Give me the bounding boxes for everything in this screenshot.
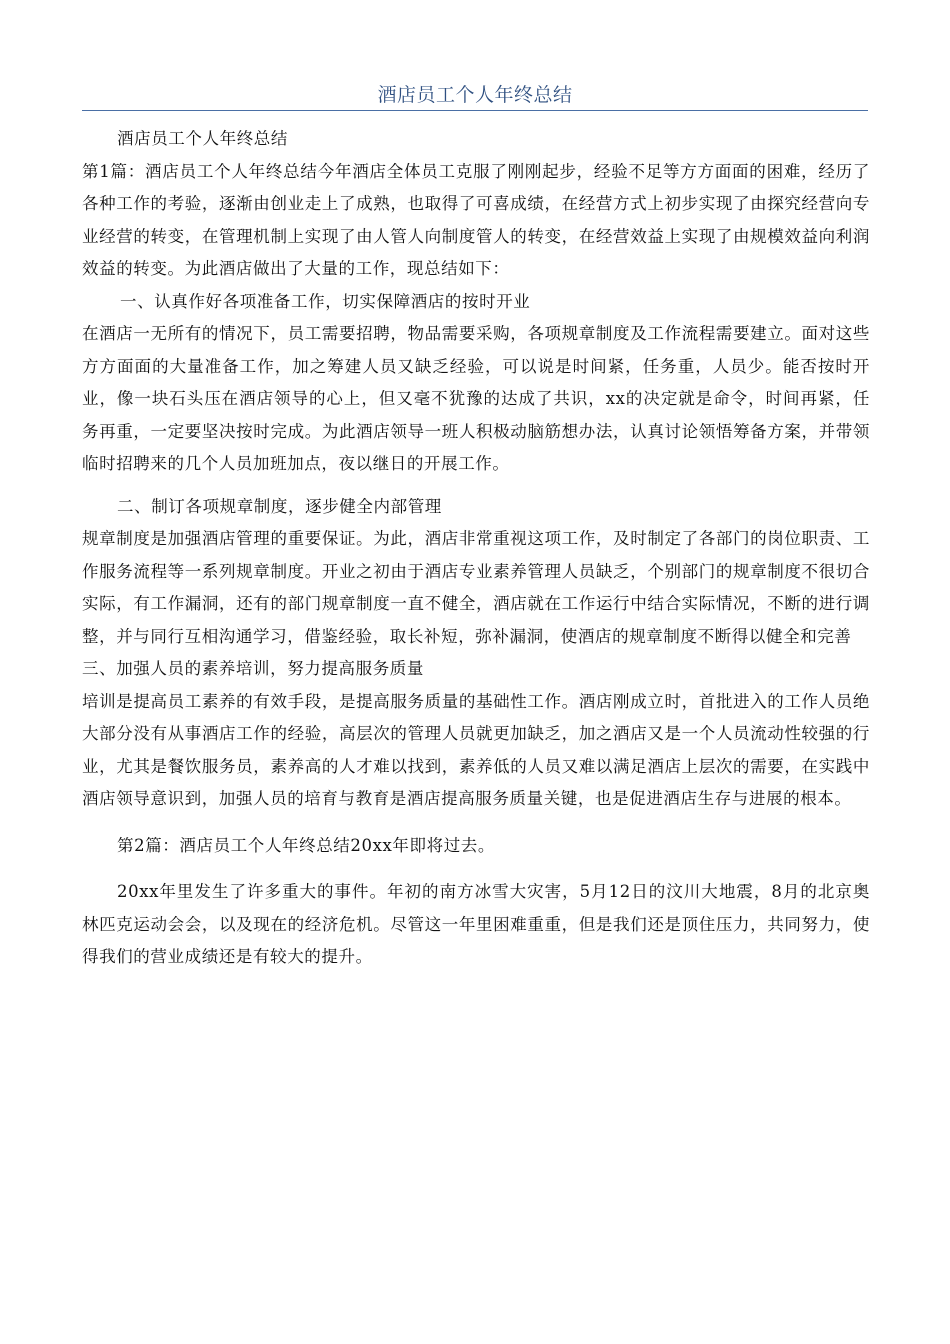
document-heading: 酒店员工个人年终总结 — [117, 129, 288, 148]
header-title: 酒店员工个人年终总结 — [377, 84, 573, 106]
paragraph-1: 第1篇：酒店员工个人年终总结今年酒店全体员工克服了刚刚起步，经验不足等方方面面的困难，经历了各种工作的考验，逐渐由创业走上了成熟，也取得了可喜成绩，在经营方式上初步实现了由探究经营向专业经营的转变，在管理机制上实现了由人管人向制度管人的转变，在经营效益上实现了由规模效益向利润效益的转变。为此酒店做出了大量的工作，现总结如下： — [82, 161, 870, 278]
document-body — [82, 123, 870, 974]
paragraph-3: 20xx年里发生了许多重大的事件。年初的南方冰雪大灾害，5月12日的汶川大地震，8月的北京奥林匹克运动会会，以及现在的经济危机。尽管这一年里困难重重，但是我们还是顶住压力，共同努力，使得我们的营业成绩还是有较大的提升。 — [82, 882, 870, 966]
section-2-body: 规章制度是加强酒店管理的重要保证。为此，酒店非常重视这项工作，及时制定了各部门的岗位职责、工作服务流程等一系列规章制度。开业之初由于酒店专业素养管理人员缺乏，个别部门的规章制度不很切合实际，有工作漏洞，还有的部门规章制度一直不健全，酒店就在工作运行中结合实际情况，不断的进行调整，并与同行互相沟通学习，借鉴经验，取长补短，弥补漏洞，使酒店的规章制度不断得以健全和完善 — [82, 529, 870, 646]
section-3-title: 三、加强人员的素养培训，努力提高服务质量 — [82, 659, 424, 678]
section-1-title: 一、认真作好各项准备工作，切实保障酒店的按时开业 — [120, 291, 531, 311]
section-2-title: 二、制订各项规章制度，逐步健全内部管理 — [117, 496, 442, 516]
section-1-body: 在酒店一无所有的情况下，员工需要招聘，物品需要采购，各项规章制度及工作流程需要建立。面对这些方方面面的大量准备工作，加之筹建人员又缺乏经验，可以说是时间紧，任务重，人员少。能否按时开业，像一块石头压在酒店领导的心上，但又毫不犹豫的达成了共识，xx的决定就是命令，时间再紧，任务再重，一定要坚决按时完成。为此酒店领导一班人积极动脑筋想办法，认真讨论领悟筹备方案，并带领临时招聘来的几个人员加班加点，夜以继日的开展工作。 — [82, 324, 870, 473]
paragraph-2: 第2篇：酒店员工个人年终总结20xx年即将过去。 — [117, 835, 496, 855]
section-3-body: 培训是提高员工素养的有效手段，是提高服务质量的基础性工作。酒店刚成立时，首批进入的工作人员绝大部分没有从事酒店工作的经验，高层次的管理人员就更加缺乏，加之酒店又是一个人员流动性较强的行业，尤其是餐饮服务员，素养高的人才难以找到，素养低的人员又难以满足酒店上层次的需要，在实践中酒店领导意识到，加强人员的培育与教育是酒店提高服务质量关键，也是促进酒店生存与进展的根本。 — [82, 691, 870, 808]
page-header — [82, 80, 868, 111]
